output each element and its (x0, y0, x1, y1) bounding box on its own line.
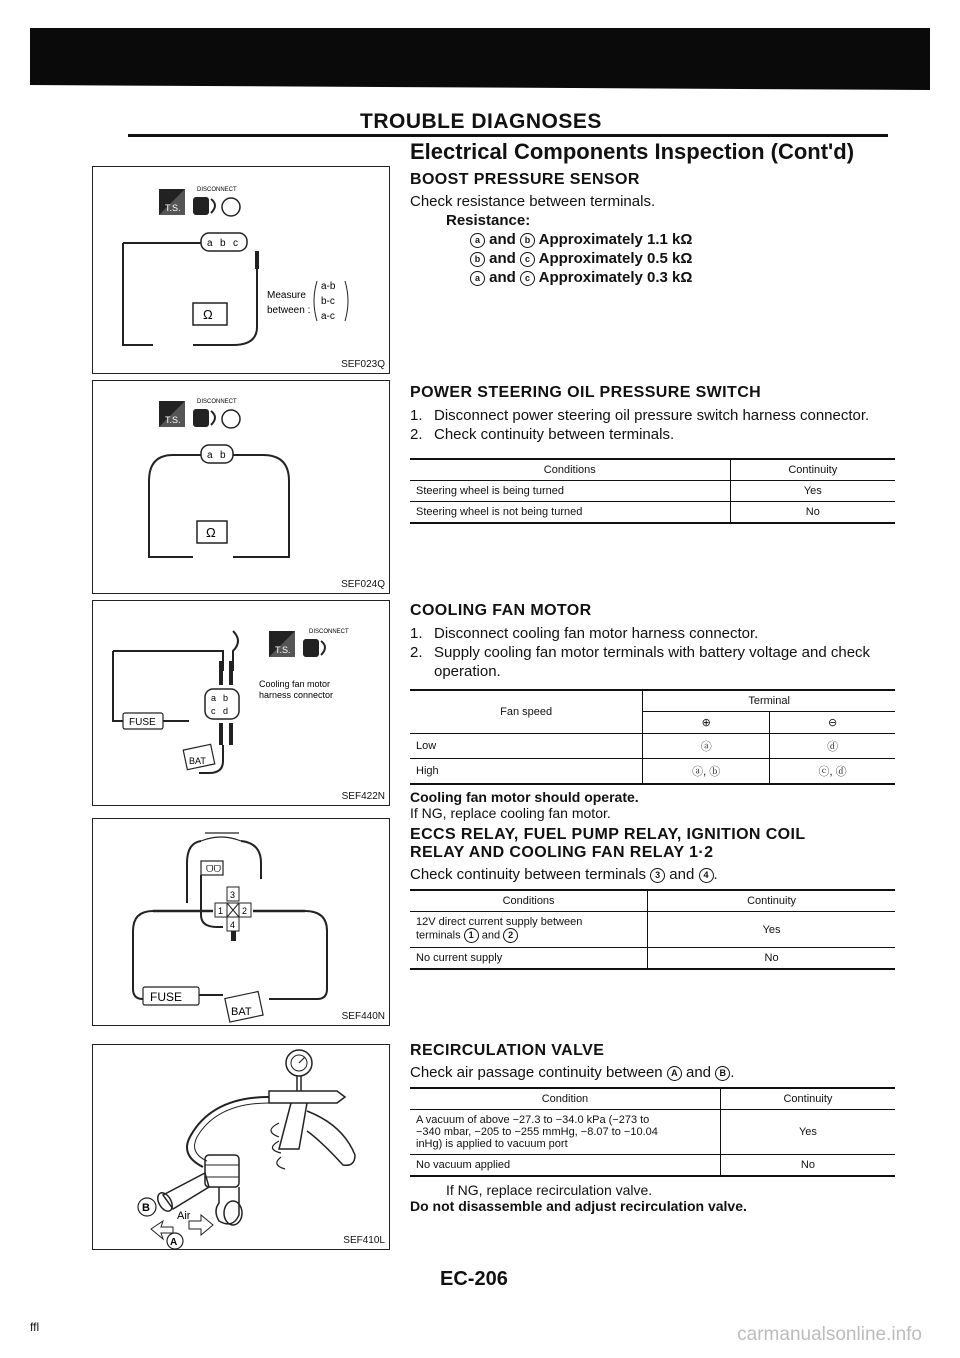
measure-label: Measure (267, 290, 306, 301)
power-steering-diagram (93, 381, 389, 593)
hand-icon (307, 1111, 355, 1165)
power-steering-table (410, 458, 895, 524)
section-power-steering (410, 384, 895, 524)
svg-text:b-c: b-c (321, 296, 335, 307)
table-subheader: ⊕ ⊖ (410, 712, 895, 734)
step: 1. Disconnect power steering oil pressure switch harness connector. (410, 407, 870, 424)
cooling-fan-table (410, 689, 895, 785)
connector-ab (201, 445, 233, 463)
resistance-row: b and c Approximately 0.5 kΩ (410, 250, 895, 267)
power-steering-heading: POWER STEERING OIL PRESSURE SWITCH (410, 384, 762, 401)
relay-heading-2: RELAY AND COOLING FAN RELAY 1·2 (410, 844, 714, 861)
svg-text:BAT: BAT (189, 756, 206, 766)
svg-text:1: 1 (218, 906, 224, 916)
resistance-row: a and c Approximately 0.3 kΩ (410, 269, 895, 286)
recirculation-valve-diagram (93, 1045, 389, 1249)
relay-diagram (93, 819, 389, 1025)
page-number: EC-206 (440, 1268, 508, 1290)
section-relays (410, 826, 895, 970)
svg-text:a-b: a-b (321, 281, 336, 292)
recirc-warning: Do not disassemble and adjust recirculation valve. (410, 1198, 747, 1214)
table-header: Conditions Continuity (410, 890, 895, 912)
cooling-fan-steps (410, 624, 895, 681)
svg-text:DISCONNECT: DISCONNECT (197, 399, 237, 405)
svg-text:b: b (220, 450, 226, 461)
svg-text:2: 2 (242, 906, 248, 916)
table-header: Fan speed Terminal (410, 690, 895, 712)
title-rule (128, 134, 888, 137)
step: 2. Check continuity between terminals. (410, 426, 675, 443)
vacuum-pump-icon (269, 1091, 345, 1103)
svg-text:FUSE: FUSE (129, 717, 156, 728)
svg-text:4: 4 (230, 920, 236, 930)
svg-text:d: d (223, 706, 229, 716)
cooling-fan-note-bold: Cooling fan motor should operate. (410, 789, 639, 805)
section-recirculation-valve (410, 1042, 895, 1214)
svg-text:FUSE: FUSE (150, 990, 183, 1004)
table-row: Low ⓐ ⓓ (410, 734, 895, 759)
table-row: Steering wheel is being turned Yes (410, 481, 895, 502)
figure-recirculation-valve (92, 1044, 390, 1250)
table-row: High ⓐ, ⓑ ⓒ, ⓓ (410, 759, 895, 785)
resistance-label: Resistance: (446, 212, 531, 229)
figure-cooling-fan (92, 600, 390, 806)
svg-text:a-c: a-c (321, 311, 335, 322)
svg-text:a: a (207, 450, 213, 461)
section-title: Electrical Components Inspection (Cont'd) (410, 139, 855, 164)
table-header: Conditions Continuity (410, 459, 895, 481)
recirc-note: If NG, replace recirculation valve. (446, 1182, 653, 1198)
relay-instruction: Check continuity between terminals 3 and 4 . (410, 866, 718, 883)
table-row: Steering wheel is not being turned No (410, 502, 895, 524)
connector-icon (303, 639, 319, 657)
svg-text:Ω: Ω (206, 525, 216, 540)
connector-icon (193, 409, 209, 427)
svg-text:ᗜᗜ: ᗜᗜ (206, 864, 221, 874)
cooling-fan-heading: COOLING FAN MOTOR (410, 602, 592, 619)
cooling-fan-note: If NG, replace cooling fan motor. (410, 805, 611, 821)
table-row: A vacuum of above −27.3 to −34.0 kPa (−273 to −340 mbar, −205 to −255 mmHg, −8.07 to −10.04 inHg) is applied to vacuum port Yes (410, 1110, 895, 1155)
relay-heading: ECCS RELAY, FUEL PUMP RELAY, IGNITION COIL (410, 826, 806, 843)
figure-power-steering (92, 380, 390, 594)
recirc-instruction: Check air passage continuity between A and B . (410, 1064, 735, 1081)
between-label: between : (267, 305, 311, 316)
svg-text:T.S.: T.S. (275, 645, 291, 655)
svg-text:harness connector: harness connector (259, 690, 334, 700)
svg-text:DISCONNECT: DISCONNECT (309, 629, 349, 635)
step: 2. Supply cooling fan motor terminals with battery voltage and check operation. (410, 644, 871, 680)
boost-heading: BOOST PRESSURE SENSOR (410, 171, 640, 188)
svg-text:BAT: BAT (231, 1006, 252, 1018)
svg-text:c: c (211, 706, 216, 716)
air-arrow-icon (189, 1215, 213, 1235)
table-row: 12V direct current supply between terminals 1 and 2 Yes (410, 912, 895, 948)
cooling-fan-diagram (93, 601, 389, 805)
svg-text:c: c (233, 238, 238, 249)
ignition-off-icon (222, 198, 240, 216)
section-boost (410, 139, 895, 286)
svg-text:Air: Air (177, 1210, 191, 1222)
figure-relay (92, 818, 390, 1026)
relay-table (410, 889, 895, 970)
resistance-row: a and b Approximately 1.1 kΩ (410, 231, 895, 248)
step: 1. Disconnect cooling fan motor harness connector. (410, 625, 759, 642)
svg-text:Ω: Ω (203, 307, 213, 322)
disconnect-label: DISCONNECT (197, 187, 237, 193)
figure-code: SEF440N (341, 1011, 385, 1022)
svg-text:a: a (207, 238, 213, 249)
svg-text:Cooling fan motor: Cooling fan motor (259, 679, 331, 689)
figure-code: SEF024Q (341, 579, 385, 590)
figure-code: SEF410L (343, 1235, 385, 1246)
ignition-off-icon (222, 410, 240, 428)
footer-mark: ffl (30, 1320, 40, 1334)
table-header: Condition Continuity (410, 1088, 895, 1110)
connector-icon (193, 197, 209, 215)
svg-text:B: B (142, 1202, 150, 1214)
figure-code: SEF023Q (341, 359, 385, 370)
svg-text:A: A (170, 1237, 178, 1248)
power-steering-steps (410, 406, 895, 444)
page-title: TROUBLE DIAGNOSES (360, 110, 602, 133)
watermark: carmanualsonline.info (737, 1324, 922, 1345)
section-cooling-fan (410, 602, 895, 821)
figure-boost-sensor (92, 166, 390, 374)
table-row: No current supply No (410, 948, 895, 970)
recirculation-valve-icon (205, 1155, 239, 1187)
svg-text:a: a (211, 693, 217, 703)
recirc-table (410, 1087, 895, 1177)
boost-instruction: Check resistance between terminals. (410, 193, 656, 210)
svg-text:T.S.: T.S. (165, 415, 181, 425)
figure-code: SEF422N (341, 791, 385, 802)
boost-sensor-diagram (93, 167, 389, 373)
header-bar (30, 28, 930, 90)
svg-text:b: b (223, 693, 229, 703)
table-row: No vacuum applied No (410, 1155, 895, 1177)
svg-text:3: 3 (230, 890, 236, 900)
recirc-heading: RECIRCULATION VALVE (410, 1042, 605, 1059)
ts-label: T.S. (165, 203, 181, 213)
svg-text:b: b (220, 238, 226, 249)
